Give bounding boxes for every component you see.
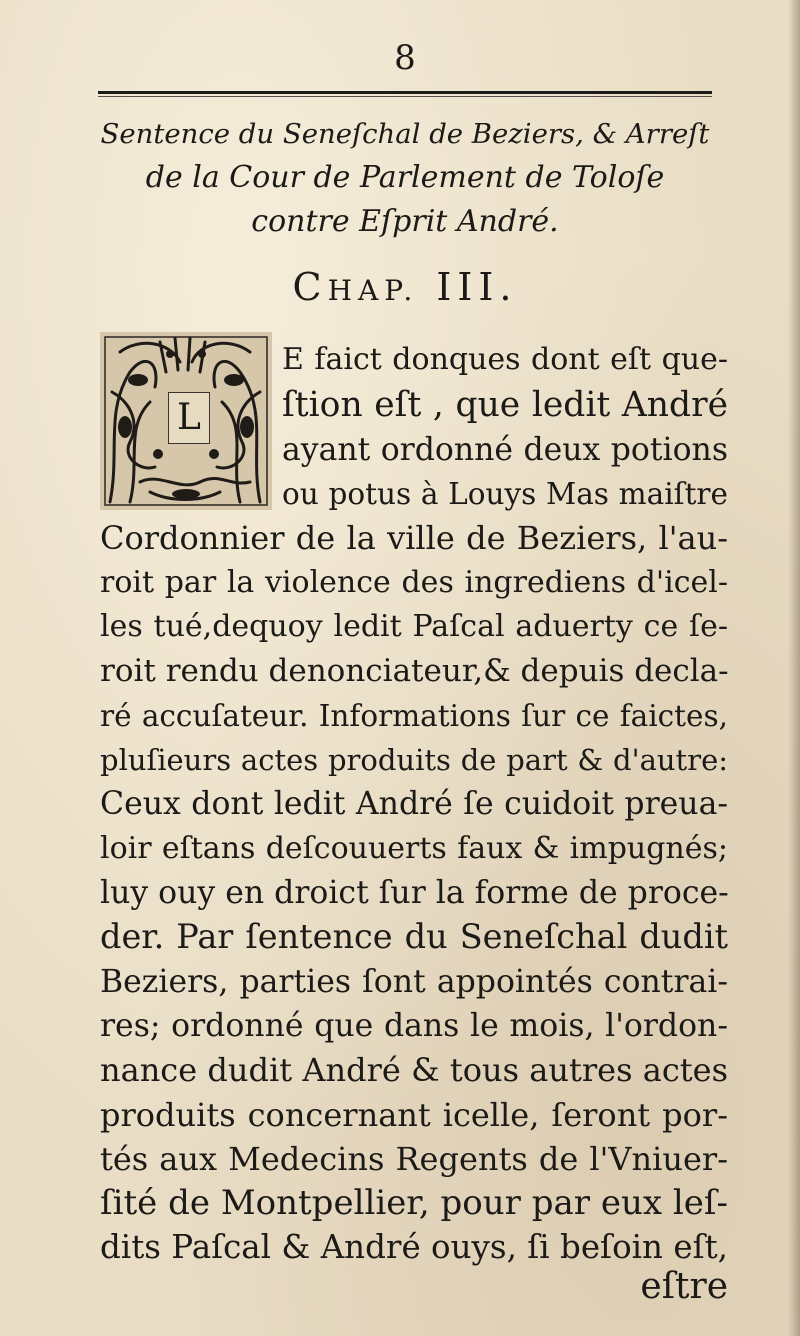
chapter-title (100, 262, 710, 316)
body-line-9: ré accuſateur. Informations ſur ce faictes, (100, 699, 728, 733)
header-rule (98, 91, 712, 94)
body-line-18: produits concernant icelle, ſeront por- (100, 1096, 728, 1134)
body-line-4: ou potus à Louys Mas maiſtre (282, 477, 728, 511)
body-line-13: luy ouy en droict ſur la forme de proce- (100, 875, 729, 911)
heading-line-1: Sentence du Seneſchal de Beziers, & Arreſt (100, 118, 710, 150)
body-line-12: loir eſtans deſcouuerts faux & impugnés; (100, 831, 728, 866)
body-line-1: E faict donques dont eſt que- (282, 342, 728, 377)
body-line-17: nance dudit André & tous autres actes (100, 1051, 728, 1089)
initial-letter: L (168, 392, 210, 444)
body-line-20: ſité de Montpellier, pour par eux leſ- (100, 1183, 728, 1223)
chapter-number: III. (436, 265, 518, 309)
body-line-2: ſtion eſt , que ledit André (282, 385, 728, 425)
body-line-14: der. Par ſentence du Seneſchal dudit (100, 917, 728, 956)
page-number: 8 (394, 38, 416, 78)
body-line-8: roit rendu denonciateur,& depuis decla- (100, 653, 729, 689)
chapter-label-rest: HAP. (327, 274, 419, 307)
body-line-19: tés aux Medecins Regents de l'Vniuer- (100, 1140, 728, 1178)
body-line-10: pluſieurs actes produits de part & d'autre: (100, 743, 728, 777)
body-line-3: ayant ordonné deux potions (282, 432, 728, 468)
heading-line-2: de la Cour de Parlement de Toloſe (145, 160, 665, 195)
body-line-21: dits Paſcal & André ouys, ſi beſoin eſt, (100, 1228, 728, 1266)
body-line-11: Ceux dont ledit André ſe cuidoit preua- (100, 786, 728, 822)
body-line-15: Beziers, parties ſont appointés contrai- (100, 964, 728, 1000)
page-edge-shadow (788, 0, 800, 1336)
chapter-label-initial: C (292, 265, 328, 309)
section-heading (100, 112, 710, 244)
heading-line-3: contre Eſprit André. (251, 204, 559, 239)
header-rule-thin (98, 96, 712, 97)
body-line-6: roit par la violence des ingrediens d'icel- (100, 565, 728, 600)
body-line-7: les tué,dequoy ledit Paſcal aduerty ce ſe- (100, 609, 728, 644)
catchword: eſtre (640, 1266, 728, 1307)
body-line-5: Cordonnier de la ville de Beziers, l'au- (100, 519, 728, 557)
body-line-16: res; ordonné que dans le mois, l'ordon- (100, 1008, 728, 1044)
decorated-initial (100, 332, 272, 510)
